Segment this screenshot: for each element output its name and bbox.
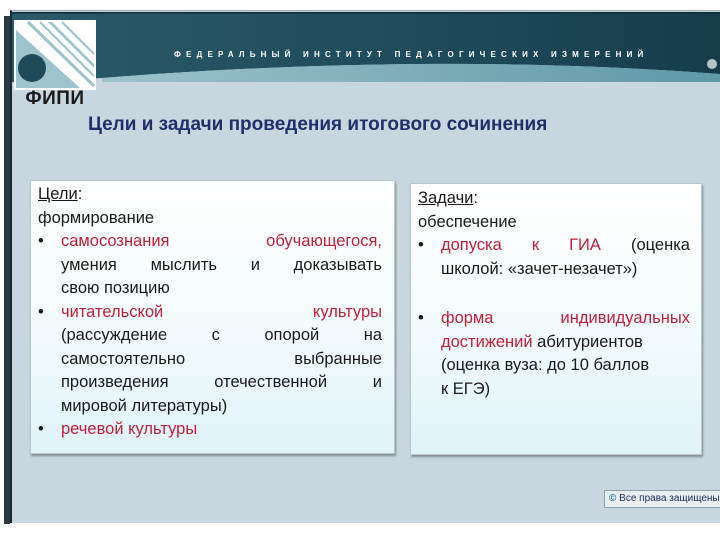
spacer (418, 281, 690, 307)
word: ) (484, 379, 491, 398)
logo-text: ФИПИ (25, 88, 85, 109)
word: культуры (312, 302, 382, 321)
word: выбранные (294, 349, 382, 368)
tasks-item-2-line-3: (оценка вуза: до 10 баллов (441, 356, 650, 374)
word: (рассуждение (61, 326, 168, 344)
word: к ЕГЭ (441, 379, 485, 398)
page-title: Цели и задачи проведения итогового сочинения (88, 114, 548, 135)
word: опорой (264, 326, 320, 344)
word: доказывать (293, 255, 382, 274)
goals-item-2-line-3 (38, 348, 382, 372)
word: самосознания (61, 232, 170, 250)
bullet-icon: • (38, 420, 44, 438)
word: ГИА (569, 236, 601, 254)
tasks-item-2-line-2 (418, 331, 690, 355)
goals-content (38, 183, 382, 442)
word: на (363, 326, 382, 344)
header-banner (12, 12, 720, 82)
goals-item-1 (38, 230, 382, 301)
logo-emblem-icon (14, 20, 96, 90)
tasks-heading: Задачи (418, 189, 474, 207)
banner-graphic (12, 12, 720, 82)
tasks-item-1 (418, 234, 690, 281)
word: и (372, 373, 382, 391)
word: отечественной (214, 373, 328, 391)
institute-name: ФЕДЕРАЛЬНЫЙ ИНСТИТУТ ПЕДАГОГИЧЕСКИХ ИЗМЕРЕНИЙ (174, 50, 649, 59)
bullet-icon: • (38, 232, 44, 250)
word: читательской (61, 302, 164, 321)
goals-item-2-line-4 (38, 371, 382, 395)
tasks-item-2 (418, 307, 690, 401)
bullet-icon: • (418, 236, 424, 254)
word: достижений (441, 332, 533, 351)
word: произведения (61, 373, 169, 391)
tasks-item-2-line-4 (418, 378, 690, 402)
word: абитуриентов (532, 332, 643, 351)
goals-item-1-line-3: свою позицию (61, 279, 170, 297)
word: индивидуальных (560, 309, 690, 327)
tasks-content (418, 187, 690, 401)
word: (оценка (630, 236, 690, 254)
word: и (250, 255, 260, 274)
goals-item-3 (38, 418, 382, 442)
goals-item-2-line-2 (38, 324, 382, 348)
copyright-text: Все права защищены (616, 493, 720, 504)
goals-item-3-text: речевой культуры (61, 420, 198, 438)
word: самостоятельно (61, 349, 186, 368)
tasks-colon: : (473, 189, 478, 207)
goals-item-1-line-2 (38, 254, 382, 278)
tasks-item-1-line-2: школой: «зачет-незачет») (441, 259, 638, 278)
goals-item-2-line-5: мировой литературы) (61, 396, 228, 415)
tasks-item-2-line-1 (418, 307, 690, 331)
word: с (211, 326, 220, 344)
tasks-item-1-line-1 (418, 234, 690, 258)
goals-intro: формирование (38, 208, 155, 227)
bullet-icon: • (38, 302, 44, 321)
goals-item-2 (38, 301, 382, 419)
copyright-icon: © (609, 493, 617, 504)
tasks-intro: обеспечение (418, 212, 517, 231)
word: мыслить (150, 255, 218, 274)
word: допуска (441, 236, 502, 254)
word: форма (441, 309, 494, 327)
word: умения (61, 255, 117, 274)
goals-item-2-line-1 (38, 301, 382, 325)
goals-heading: Цели (38, 185, 78, 203)
word: обучающегося, (266, 232, 382, 250)
word: к (531, 236, 540, 254)
goals-colon: : (77, 185, 83, 203)
goals-item-1-line-1 (38, 230, 382, 254)
bullet-icon: • (418, 309, 424, 327)
copyright-badge (604, 490, 720, 508)
